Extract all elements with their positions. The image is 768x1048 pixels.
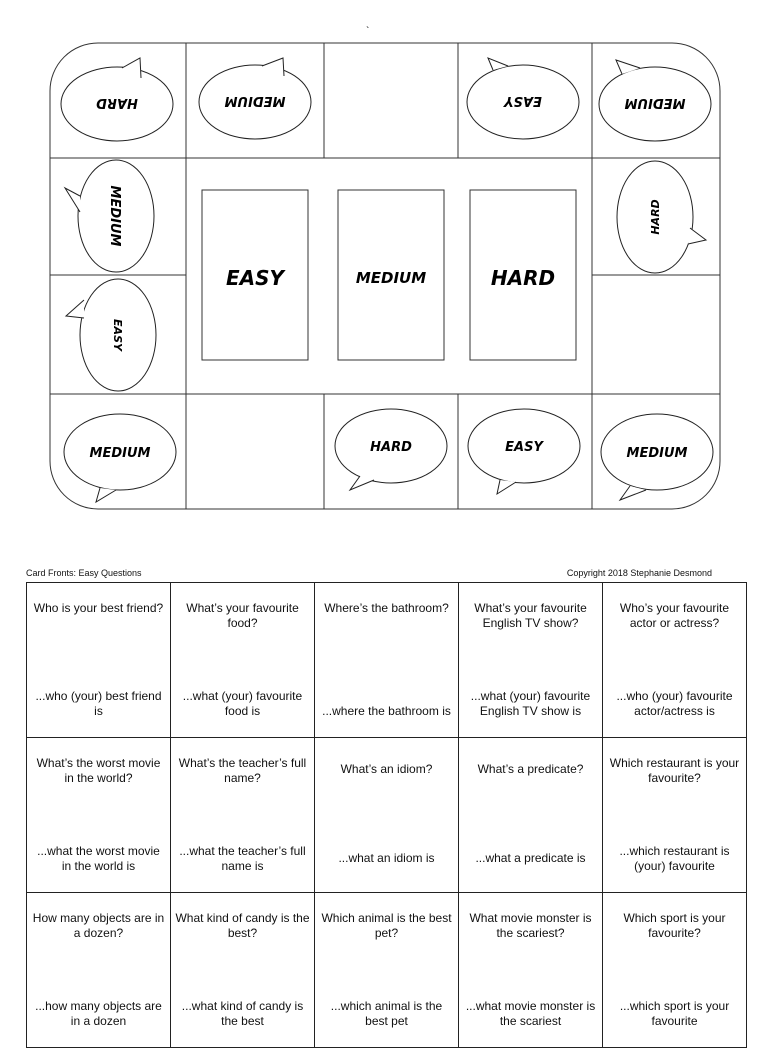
space-right-1-label: HARD: [649, 199, 662, 235]
card: [27, 583, 171, 738]
space-right-1: [617, 161, 706, 273]
space-top-3: [467, 58, 579, 139]
card: [603, 893, 747, 1048]
card-question: What’s a predicate?: [477, 762, 584, 776]
deck-easy: [202, 190, 308, 360]
space-left-1: [65, 160, 154, 272]
card: [171, 583, 315, 738]
card: [315, 893, 459, 1048]
deck-medium-label: MEDIUM: [355, 269, 427, 287]
card: [27, 893, 171, 1048]
space-top-1: [199, 58, 311, 139]
top-dot: `: [366, 26, 370, 37]
card: [27, 738, 171, 893]
space-left-1-label: MEDIUM: [107, 185, 122, 247]
card: [459, 738, 603, 893]
card-row: [27, 893, 747, 1048]
card-question: What’s your favourite food?: [186, 601, 299, 630]
card-answer: ...what an idiom is: [338, 851, 435, 865]
card-answer: ...what a predicate is: [475, 851, 586, 865]
card-question: Who is your best friend?: [33, 601, 164, 615]
card-answer: ...how many objects are in a dozen: [35, 999, 162, 1028]
space-bottom-0: [64, 414, 176, 502]
space-top-4: [599, 60, 711, 141]
space-left-2-label: EASY: [111, 319, 124, 351]
card: [603, 583, 747, 738]
card: [603, 738, 747, 893]
question-cards-table: [26, 582, 747, 1048]
space-bottom-3: [468, 409, 580, 494]
space-top-1-label: MEDIUM: [224, 93, 286, 108]
card-answer: ...who (your) favourite actor/actress is: [616, 689, 733, 718]
card: [315, 738, 459, 893]
card-answer: ...what the teacher’s full name is: [179, 844, 306, 873]
card-question: What’s the worst movie in the world?: [36, 756, 161, 785]
space-bottom-2-label: HARD: [370, 440, 412, 455]
card-question: Who’s your favourite actor or actress?: [619, 601, 730, 630]
card-answer: ...what kind of candy is the best: [181, 999, 304, 1028]
space-bottom-4: [601, 414, 713, 500]
card-answer: ...which sport is your favourite: [619, 999, 730, 1028]
card: [171, 738, 315, 893]
card-question: Which restaurant is your favourite?: [609, 756, 740, 785]
space-top-0: [61, 58, 173, 141]
card: [315, 583, 459, 738]
card-row: [27, 738, 747, 893]
space-left-2: [66, 279, 156, 391]
card-section-caption: Card Fronts: Easy Questions: [26, 568, 142, 578]
card-answer: ...which animal is the best pet: [330, 999, 443, 1028]
card-question: What movie monster is the scariest?: [469, 911, 592, 940]
space-bottom-2: [335, 409, 447, 490]
card-question: How many objects are in a dozen?: [32, 911, 165, 940]
card-answer: ...where the bathroom is: [322, 704, 451, 718]
deck-hard-label: HARD: [490, 266, 556, 290]
space-bottom-3-label: EASY: [505, 440, 543, 455]
card-question: Which animal is the best pet?: [321, 911, 452, 940]
card-question: What kind of candy is the best?: [175, 911, 310, 940]
deck-medium: [338, 190, 444, 360]
card-answer: ...what (your) favourite food is: [182, 689, 303, 718]
space-bottom-0-label: MEDIUM: [89, 446, 151, 461]
card-answer: ...which restaurant is (your) favourite: [619, 844, 730, 873]
card-answer: ...who (your) best friend is: [35, 689, 162, 718]
card-question: Where’s the bathroom?: [324, 601, 449, 615]
card-question: What’s your favourite English TV show?: [474, 601, 587, 630]
copyright-caption: Copyright 2018 Stephanie Desmond: [566, 568, 712, 578]
card-row: [27, 583, 747, 738]
space-top-0-label: HARD: [96, 95, 138, 110]
card: [459, 893, 603, 1048]
card-answer: ...what movie monster is the scariest: [465, 999, 596, 1028]
card-question: Which sport is your favourite?: [623, 911, 726, 940]
deck-easy-label: EASY: [225, 266, 285, 290]
card-answer: ...what the worst movie in the world is: [37, 844, 160, 873]
space-top-4-label: MEDIUM: [624, 95, 686, 110]
card-question: What’s an idiom?: [340, 762, 433, 776]
deck-hard: [470, 190, 576, 360]
space-bottom-4-label: MEDIUM: [626, 446, 688, 461]
card: [171, 893, 315, 1048]
card-answer: ...what (your) favourite English TV show is: [470, 689, 591, 718]
card: [459, 583, 603, 738]
card-question: What’s the teacher’s full name?: [178, 756, 307, 785]
space-top-3-label: EASY: [504, 93, 542, 108]
